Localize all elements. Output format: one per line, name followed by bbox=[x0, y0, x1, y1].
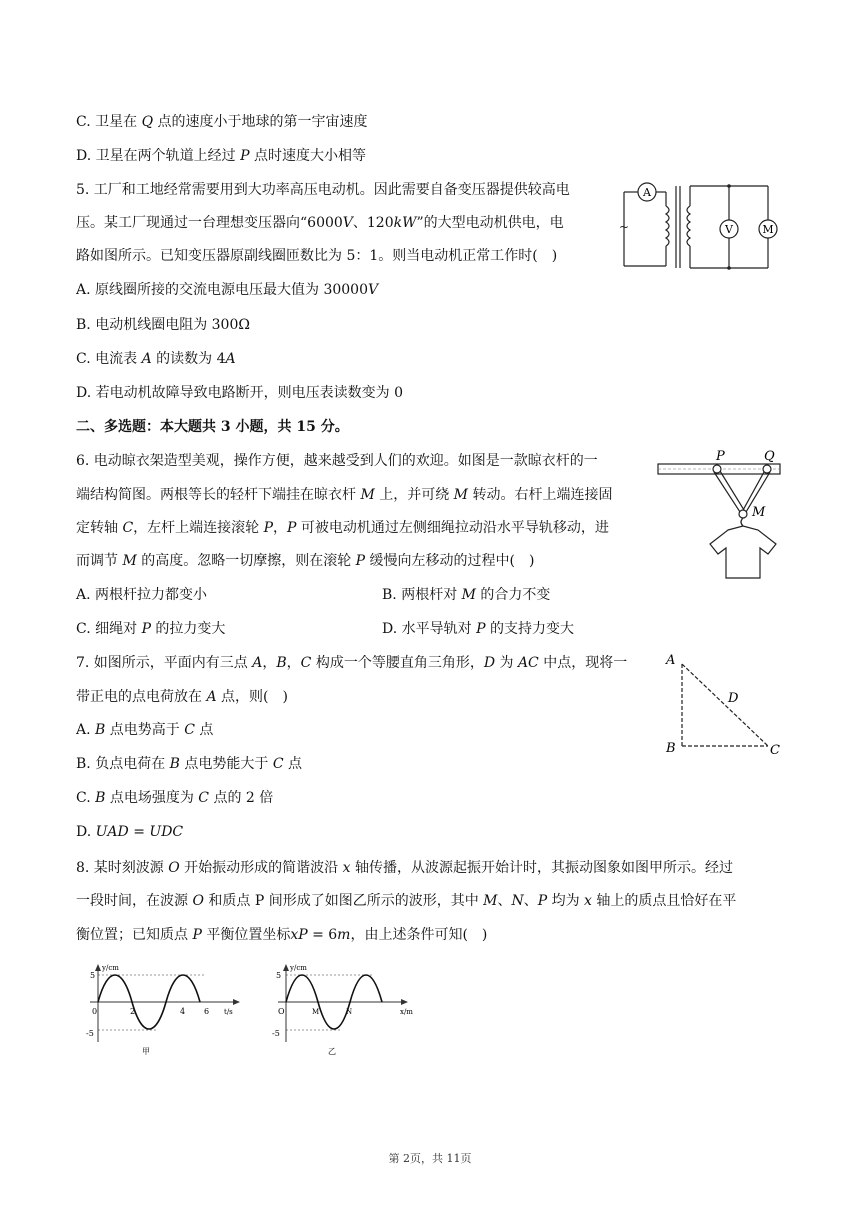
q7-option-d: D. 𝑈𝐴𝐷 = 𝑈𝐷𝐶 bbox=[76, 824, 184, 840]
label-d: D bbox=[728, 691, 739, 706]
yi-xlabel: x/m bbox=[400, 1008, 413, 1016]
yi-label-m: M bbox=[312, 1008, 320, 1016]
q7-option-b: B. 负点电荷在 𝐵 点电势能大于 𝐶 点 bbox=[76, 756, 302, 772]
section-heading-multiple-choice: 二、多选题：本大题共 3 小题，共 15 分。 bbox=[76, 419, 349, 435]
hanger-hook-icon bbox=[741, 518, 743, 526]
q8-vibration-graph-jia bbox=[86, 962, 246, 1058]
voltmeter-label: V bbox=[725, 223, 733, 236]
jia-origin: 0 bbox=[92, 1007, 98, 1016]
q8-stem-line-3: 衡位置；已知质点 𝑃 平衡位置坐标𝑥𝑃 = 6𝑚，由上述条件可知( ) bbox=[76, 927, 488, 943]
jia-xlabel: t/s bbox=[224, 1008, 233, 1016]
jia-t6: 6 bbox=[204, 1007, 210, 1016]
label-c: C bbox=[770, 743, 780, 758]
yi-caption: 乙 bbox=[328, 1047, 336, 1056]
page-footer: 第 2页，共 11页 bbox=[388, 1152, 472, 1165]
jia-ytop: 5 bbox=[90, 971, 96, 980]
primary-coil-icon bbox=[666, 206, 669, 246]
q5-stem-line-3: 路如图所示。已知变压器原副线圈匝数比为 5：1。则当电动机正常工作时( ) bbox=[76, 248, 558, 264]
pivot-q bbox=[763, 465, 771, 473]
q7-option-c: C. 𝐵 点电场强度为 𝐶 点的 2 倍 bbox=[76, 790, 274, 806]
q5-stem-line-2: 压。某工厂现通过一台理想变压器向“6000𝑉、120𝑘𝑊”的大型电动机供电，电 bbox=[76, 215, 564, 231]
q5-option-d: D. 若电动机故障导致电路断开，则电压表读数变为 0 bbox=[76, 385, 403, 401]
q4-option-d: D. 卫星在两个轨道上经过 𝑃 点时速度大小相等 bbox=[76, 148, 366, 164]
q4-option-c: C. 卫星在 𝑄 点的速度小于地球的第一宇宙速度 bbox=[76, 114, 368, 130]
secondary-coil-icon bbox=[687, 206, 690, 246]
hinge-m bbox=[739, 510, 747, 518]
label-m: M bbox=[752, 505, 766, 520]
jia-ylabel: y/cm bbox=[102, 964, 119, 972]
motor-label: M bbox=[762, 223, 774, 236]
q8-wave-graph-yi bbox=[272, 962, 422, 1058]
ammeter-label: A bbox=[643, 186, 651, 199]
label-b: B bbox=[666, 741, 676, 756]
q6-stem-line-4: 而调节 𝑀 的高度。忽略一切摩擦，则在滚轮 𝑃 缓慢向左移动的过程中( ) bbox=[76, 553, 535, 569]
yi-ylabel: y/cm bbox=[290, 964, 307, 972]
label-q: Q bbox=[764, 449, 775, 464]
yi-ytop: 5 bbox=[276, 971, 282, 980]
yi-label-n: N bbox=[346, 1008, 353, 1016]
q6-option-c: C. 细绳对 𝑃 的拉力变大 bbox=[76, 621, 226, 637]
jia-t2: 2 bbox=[130, 1007, 136, 1016]
q6-stem-line-3: 定转轴 𝐶，左杆上端连接滚轮 𝑃，𝑃 可被电动机通过左侧细绳拉动沿水平导轨移动，进 bbox=[76, 520, 609, 536]
q6-option-b: B. 两根杆对 𝑀 的合力不变 bbox=[382, 587, 551, 603]
q7-stem-line-1: 7. 如图所示，平面内有三点 𝐴，𝐵，𝐶 构成一个等腰直角三角形，𝐷 为 𝐴𝐶 中点，现将一 bbox=[76, 655, 628, 671]
q5-circuit-diagram bbox=[618, 176, 778, 272]
jia-ybottom: -5 bbox=[86, 1029, 94, 1038]
q7-triangle-diagram bbox=[662, 650, 782, 760]
yi-ybottom: -5 bbox=[272, 1029, 280, 1038]
q5-stem-line-1: 5. 工厂和工地经常需要用到大功率高压电动机。因此需要自备变压器提供较高电 bbox=[76, 182, 570, 198]
q6-stem-line-2: 端结构简图。两根等长的轻杆下端挂在晾衣杆 𝑀 上，并可绕 𝑀 转动。右杆上端连接固 bbox=[76, 487, 613, 503]
q6-stem-line-1: 6. 电动晾衣架造型美观，操作方便，越来越受到人们的欢迎。如图是一款晾衣杆的一 bbox=[76, 453, 598, 469]
ac-source-icon: ~ bbox=[618, 220, 630, 234]
label-p: P bbox=[716, 449, 725, 464]
q7-stem-line-2: 带正电的点电荷放在 𝐴 点，则( ) bbox=[76, 689, 288, 705]
q8-stem-line-1: 8. 某时刻波源 𝑂 开始振动形成的简谐波沿 𝑥 轴传播，从波源起振开始计时，其振动图象如图甲所示。经过 bbox=[76, 860, 733, 876]
label-a: A bbox=[666, 653, 676, 668]
q5-option-b: B. 电动机线圈电阻为 300Ω bbox=[76, 317, 250, 333]
q7-option-a: A. 𝐵 点电势高于 𝐶 点 bbox=[76, 722, 214, 738]
jia-caption: 甲 bbox=[142, 1047, 150, 1056]
q5-option-c: C. 电流表 𝐴 的读数为 4𝐴 bbox=[76, 351, 236, 367]
q8-stem-line-2: 一段时间，在波源 𝑂 和质点 P 间形成了如图乙所示的波形，其中 𝑀、𝑁、𝑃 均为 𝑥 轴上的质点且恰好在平 bbox=[76, 893, 737, 909]
yi-origin: O bbox=[278, 1007, 285, 1016]
q6-rack-diagram bbox=[656, 446, 782, 580]
q5-option-a: A. 原线圈所接的交流电源电压最大值为 30000𝑉 bbox=[76, 282, 379, 298]
shirt-icon bbox=[710, 526, 776, 578]
q6-option-d: D. 水平导轨对 𝑃 的支持力变大 bbox=[382, 621, 574, 637]
jia-t4: 4 bbox=[180, 1007, 186, 1016]
q6-option-a: A. 两根杆拉力都变小 bbox=[76, 587, 208, 603]
